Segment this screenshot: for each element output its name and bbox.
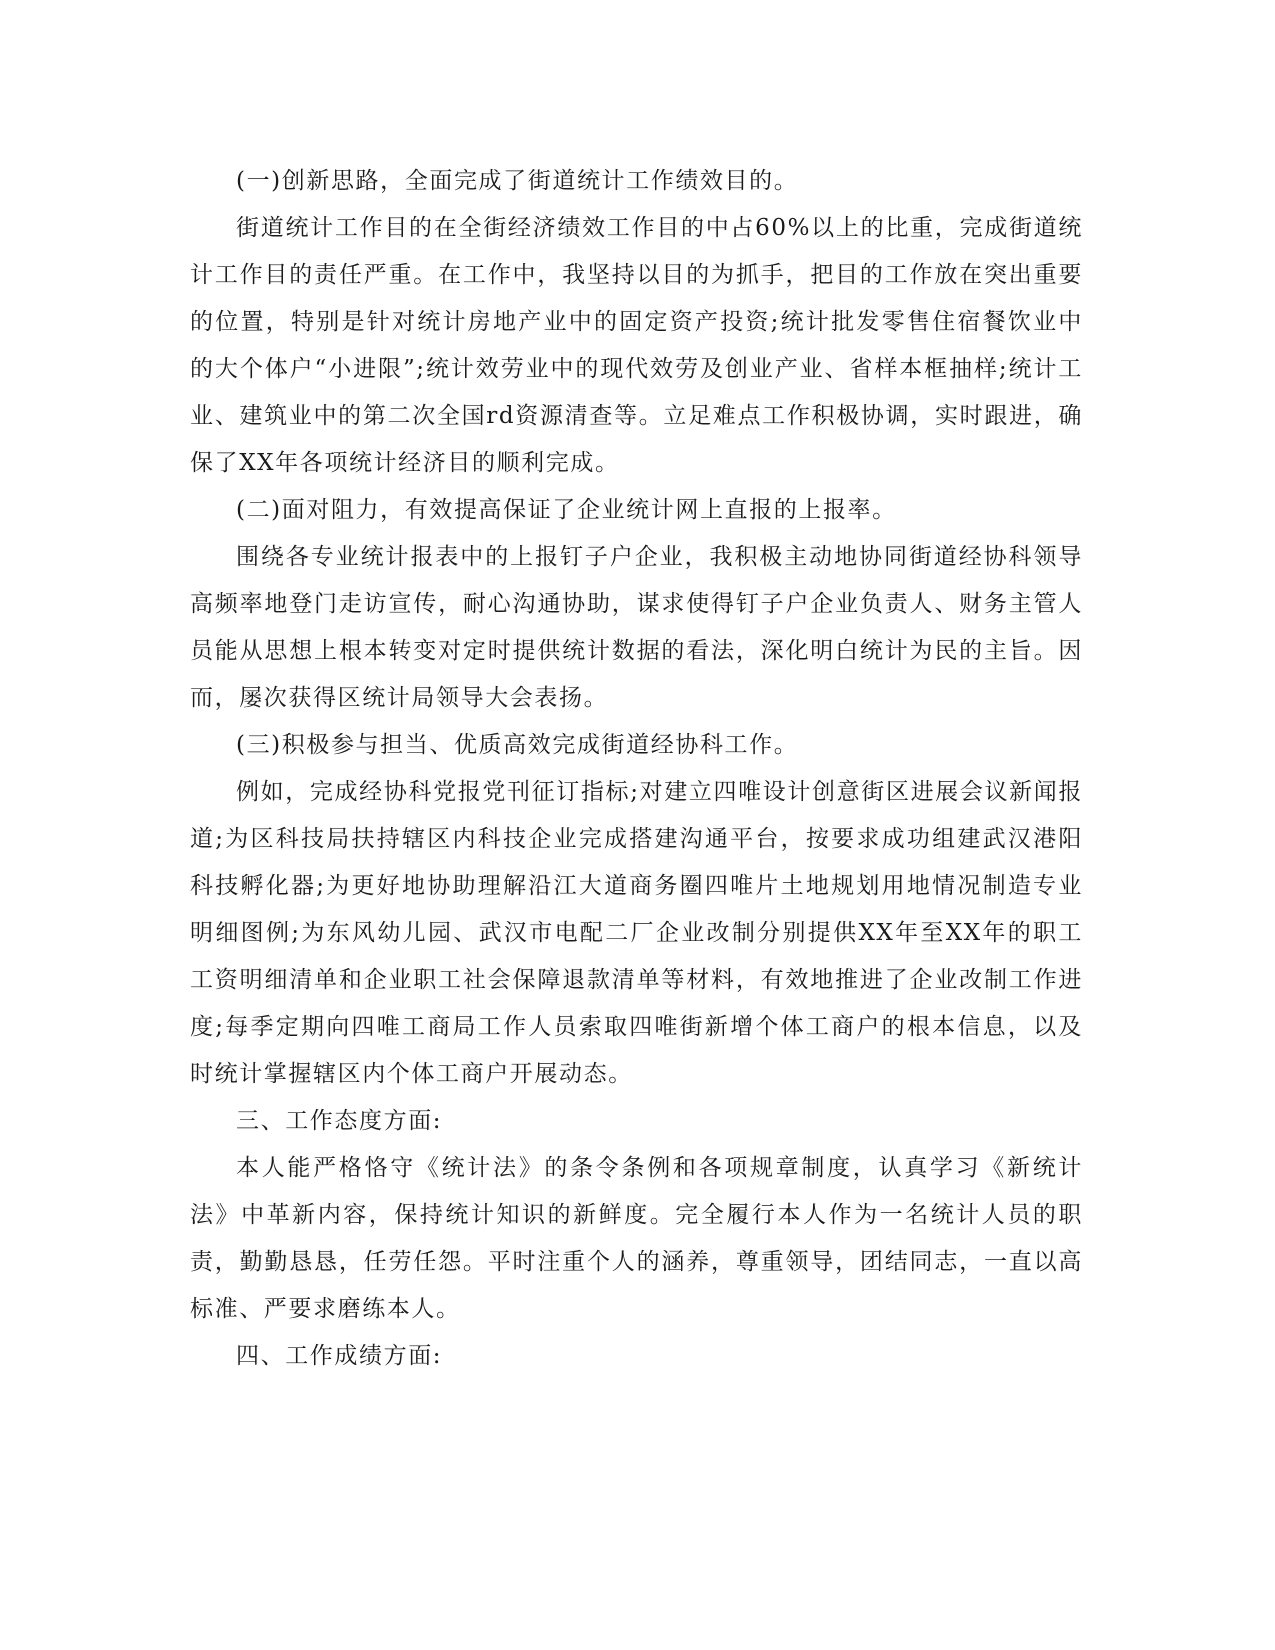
section-heading-3: (三)积极参与担当、优质高效完成街道经协科工作。	[236, 732, 799, 758]
body-paragraph-2: 围绕各专业统计报表中的上报钉子户企业，我积极主动地协同街道经协科领导高频率地登门走访宣传，耐心沟通协助，谋求使得钉子户企业负责人、财务主管人员能从思想上根本转变对定时提供统计数据的看法，深化明白统计为民的主旨。因而，屡次获得区统计局领导大会表扬。	[190, 544, 1083, 711]
section-heading-1: (一)创新思路，全面完成了街道统计工作绩效目的。	[236, 168, 799, 194]
section-heading-2: (二)面对阻力，有效提高保证了企业统计网上直报的上报率。	[236, 497, 897, 523]
body-paragraph-1: 街道统计工作目的在全街经济绩效工作目的中占60%以上的比重，完成街道统计工作目的责任严重。在工作中，我坚持以目的为抓手，把目的工作放在突出重要的位置，特别是针对统计房地产业中的固定资产投资;统计批发零售住宿餐饮业中的大个体户“小进限”;统计效劳业中的现代效劳及创业产业、省样本框抽样;统计工业、建筑业中的第二次全国rd资源清查等。立足难点工作积极协调，实时跟进，确保了XX年各项统计经济目的顺利完成。	[190, 215, 1083, 476]
section-heading-attitude: 三、工作态度方面:	[236, 1108, 443, 1134]
body-paragraph-attitude: 本人能严格恪守《统计法》的条令条例和各项规章制度，认真学习《新统计法》中革新内容，保持统计知识的新鲜度。完全履行本人作为一名统计人员的职责，勤勤恳恳，任劳任怨。平时注重个人的涵养，尊重领导，团结同志，一直以高标准、严要求磨练本人。	[190, 1155, 1083, 1322]
section-heading-achievements: 四、工作成绩方面:	[236, 1343, 443, 1369]
document-body	[190, 158, 1083, 1380]
body-paragraph-3: 例如，完成经协科党报党刊征订指标;对建立四唯设计创意街区进展会议新闻报道;为区科技局扶持辖区内科技企业完成搭建沟通平台，按要求成功组建武汉港阳科技孵化器;为更好地协助理解沿江大道商务圈四唯片土地规划用地情况制造专业明细图例;为东风幼儿园、武汉市电配二厂企业改制分别提供XX年至XX年的职工工资明细清单和企业职工社会保障退款清单等材料，有效地推进了企业改制工作进度;每季定期向四唯工商局工作人员索取四唯街新增个体工商户的根本信息，以及时统计掌握辖区内个体工商户开展动态。	[190, 779, 1083, 1087]
